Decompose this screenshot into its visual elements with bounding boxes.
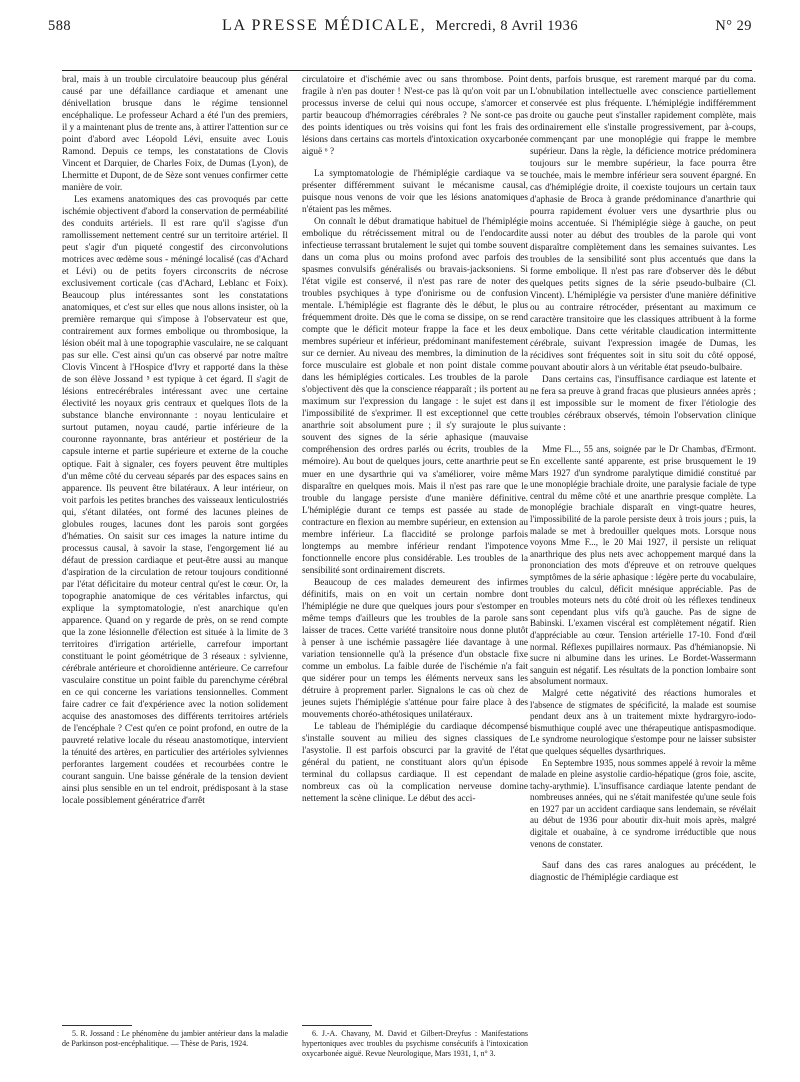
footnote-text: 5. R. Jossand : Le phénomène du jambier antérieur dans la maladie de Parkinson post-encéphalitique. — Thèse de Paris, 1924. xyxy=(62,1029,288,1048)
paragraph: La symptomatologie de l'hémiplégie cardiaque va se présenter différemment suivant le mécanisme causal, puisque nous venons de voir que les lésions anatomiques n'étaient pas les mêmes. xyxy=(302,169,528,216)
footnote-rule xyxy=(62,1025,132,1026)
footnote-rule xyxy=(302,1025,372,1026)
issue-date: Mercredi, 8 Avril 1936 xyxy=(435,18,579,34)
text-column-1 xyxy=(62,74,288,807)
paragraph: Sauf dans des cas rares analogues au précédent, le diagnostic de l'hémiplégie cardiaque est xyxy=(530,861,756,884)
paragraph: Beaucoup de ces malades demeurent des infirmes définitifs, mais on en voit un certain nombre dont l'hémiplégie ne dure que quelques jours pour s'estomper en même temps d'ailleurs que les troubles de la parole sans laisser de traces. Cette variété transitoire nous donne plutôt à penser à une ischémie passagère liée davantage à une variation tensionnelle qu'à la présence d'un obstacle fixe comme un embolus. La faible durée de l'ischémie n'a fait que sidérer pour un temps les éléments nerveux sans les détruire à proprement parler. Signalons le cas où chez de jeunes sujets l'hémiplégie s'atténue pour faire place à des mouvements choréo-athétosiques unilatéraux. xyxy=(302,577,528,720)
journal-name: LA PRESSE MÉDICALE, xyxy=(221,17,427,34)
case-report: Mme Fl..., 55 ans, soignée par le Dr Chambas, d'Ermont. En excellente santé apparente, est prise brusquement le 19 Mars 1927 d'un syndrome paralytique dimidié constitué par une monoplégie brachiale droite, une paralysie faciale de type central du même côté et une anarthrie presque complète. La monoplégie brachiale disparaît en vingt-quatre heures, l'impossibilité de la parole persiste deux à trois jours ; puis, la malade se met à bredouiller quelques mots. Lorsque nous voyons Mme F..., le 20 Mai 1927, il persiste un reliquat anarthrique des plus nets avec achoppement marqué dans la prononciation des mots d'épreuve et on retrouve quelques symptômes de la série aphasique : légère perte du vocabulaire, troubles du calcul, déficit mnésique appréciable. Pas de troubles moteurs nets du côté droit où les réflexes tendineux sont cependant plus vifs qu'à gauche. Pas de signe de Babinski. L'examen viscéral est complètement négatif. Rien d'appréciable au cœur. Tension artérielle 17-10. Fond d'œil normal. Réflexes pupillaires normaux. Pas d'hémianopsie. Ni sucre ni albumine dans les urines. Le Bordet-Wassermann sanguin est négatif. Les résultats de la ponction lombaire sont absolument normaux. xyxy=(530,444,756,687)
case-report: Malgré cette négativité des réactions humorales et l'absence de stigmates de spécificité, la malade est soumise pendant deux ans à un traitement mixte hydrargyro-iodo-bismuthique couplé avec une thérapeutique antispasmodique. Le syndrome neurologique s'estompe pour ne laisser subsister que quelques séquelles dysarthriques. xyxy=(530,687,756,756)
paragraph: bral, mais à un trouble circulatoire beaucoup plus général causé par une défaillance cardiaque et amenant une dénivellation brusque dans le régime tensionnel encéphalique. Le professeur Achard a été l'un des premiers, il y a maintenant plus de trente ans, à attirer l'attention sur ce point d'abord avec Léopold Lévi, ensuite avec Louis Ramond. Depuis ce temps, les constatations de Clovis Vincent et Darquier, de Charles Foix, de Dumas (Lyon), de Lhermitte et Dupont, de de Sèze sont venues confirmer cette manière de voir. xyxy=(62,75,289,194)
paragraph: dents, parfois brusque, est rarement marqué par du coma. L'obnubilation intellectuelle avec conscience partiellement conservée est plus fréquente. L'hémiplégie indifféremment droite ou gauche peut s'installer rapidement complète, mais ordinairement elle s'installe progressivement, par à-coups, commençant par une monoplégie qui frappe le membre supérieur. Dans la règle, la déficience motrice prédominera toujours sur le membre supérieur, la face pourra être touchée, mais le membre inférieur sera souvent épargné. En cas d'hémiplégie droite, il coexiste toujours un certain taux d'aphasie de Broca à grande prédominance d'anarthrie qui pourra rapidement évoluer vers une dysarthrie plus ou moins accentuée. Si l'hémiplégie siège à gauche, on peut aussi noter au début des troubles de la parole qui vont disparaître complètement dans les semaines suivantes. Les troubles de la sensibilité sont plus accentués que dans la forme embolique. Il n'est pas rare d'observer dès le début quelques petits signes de la série pseudo-bulbaire (Cl. Vincent). L'hémiplégie va persister d'une manière définitive ou au contraire rétrocéder, présentant au maximum ce caractère transitoire que les classiques attribuent à la forme embolique. Dans cette véritable claudication intermittente cérébrale, suivant l'expression imagée de Dumas, les récidives sont fréquentes soit in situ soit du côté opposé, pouvant aboutir alors à un véritable état pseudo-bulbaire. xyxy=(530,75,756,374)
page-number: 588 xyxy=(48,18,72,34)
paragraph: Les examens anatomiques des cas provoqués par cette ischémie objectivent d'abord la conservation de perméabilité des conduits artériels. Il est rare qu'il s'agisse d'un ramollissement nettement centré sur un territoire artériel. Il peut s'agir d'un piqueté congestif des circonvolutions motrices avec œdème sous - méningé localisé (cas d'Achard et Lévi) ou de petits foyers circonscrits de nécrose exclusivement corticale (cas d'Achard, Leblanc et Foix). Beaucoup plus intéressantes sont les constatations anatomiques, et c'est sur elles que nous allons insister, où la première remarque qui s'impose à l'observateur est que, contrairement aux formes embolique ou thrombosique, la lésion obéit mal à une topographie vasculaire, ne se calquant pas sur elle. C'est ainsi qu'un cas observé par notre maître Clovis Vincent à l'Hospice d'Ivry et rapporté dans la thèse de son élève Jossand ⁵ est typique à cet égard. Il s'agit de lésions entrecérébrales intéressant avec une certaine électivité les noyaux gris centraux et quelques îlots de la substance blanche environnante : noyau lenticulaire et surtout putamen, noyau caudé, partie inférieure de la couronne rayonnante, bras antérieur et postérieur de la capsule interne et partie supérieure et externe de la couche optique. Fait à signaler, ces foyers peuvent être multiples d'un même côté du cerveau séparés par des espaces sains en apparence. Ils peuvent être bilatéraux. A leur intérieur, on voit parfois les petites branches des vaisseaux lenticulostriés qui, s'étant dilatées, ont formé des lacunes pleines de globules rouges, lacunes dont les parois sont gorgées d'hématies. On saisit sur ces images la nature intime du processus causal, à savoir la stase, l'engorgement lié au défaut de pression cardiaque et peut-être aussi au manque d'aspiration de la circulation de retour toujours conditionné par l'état déficitaire du moteur central qu'est le cœur. Or, la topographie anatomique de ces véritables infarctus, qui explique la symptomatologie, n'est anarchique qu'en apparence. Quand on y regarde de près, on se rend compte que la zone lésionnelle d'élection est située à la limite de 3 territoires d'irrigation artérielle, carrefour important constituant le point géométrique de 3 réseaux : sylvienne, cérébrale antérieure et choroïdienne antérieure. Ce carrefour vasculaire constitue un point faible du parenchyme cérébral en ce qui concerne les variations tensionnelles. Comment faire cadrer ce fait d'expérience avec la notion solidement acquise des anastomoses des différents territoires artériels de l'encéphale ? C'est qu'en ce point profond, en outre de la pauvreté relative locale du réseau anastomotique, intervient la ténuité des artères, en particulier des artérioles sylviennes perforantes largement coudées et recourbées contre le courant sanguin. Une baisse générale de la tension devient ainsi plus sensible en un tel endroit, prédisposant à la stase locale possiblement génératrice d'arrêt xyxy=(62,195,288,806)
footnote-text: 6. J.-A. Chavany, M. David et Gilbert-Dreyfus : Manifestations hypertoniques avec troubles du psychisme consécutifs à l'intoxication oxycarbonée aiguë. Revue Neurologique, Mars 1931, 1, n° 3. xyxy=(302,1029,528,1058)
paragraph: Dans certains cas, l'insuffisance cardiaque est latente et ne fera sa preuve à grand fracas que plusieurs années après ; il est impossible sur le moment de fixer l'étiologie des troubles cérébraux observés, témoin l'observation clinique suivante : xyxy=(530,375,756,434)
paragraph: circulatoire et d'ischémie avec ou sans thrombose. Point fragile à n'en pas douter ! N'est-ce pas là qu'on voit par un processus inverse de celui qui nous occupe, s'amorcer et partir beaucoup d'hémorragies cérébrales ? Ne sont-ce pas des points identiques ou très voisins qui font les frais des lésions dans certains cas mortels d'intoxication oxycarbonée aiguë ⁶ ? xyxy=(302,75,528,158)
case-report: En Septembre 1935, nous sommes appelé à revoir la même malade en pleine asystolie cardio-hépatique (gros foie, ascite, tachy-arythmie). L'insuffisance cardiaque latente pendant de nombreuses années, qui ne s'était manifestée qu'une seule fois en 1927 par un accident cardiaque sans lendemain, se révélait au début de 1936 pour aboutir dix-huit mois après, malgré digitale et ouabaïne, à ce syndrome irréductible que nous venons de constater. xyxy=(530,757,756,849)
header-title xyxy=(48,17,752,35)
header-rule xyxy=(62,70,752,71)
paragraph: Le tableau de l'hémiplégie du cardiaque décompensé s'installe souvent au milieu des signes classiques de l'asystolie. Il est parfois obscurci par la gravité de l'état général du patient, ne constituant alors qu'un épisode terminal du collapsus cardiaque. Il est cependant de nombreux cas où la complication nerveuse domine nettement la scène clinique. Le début des acci- xyxy=(302,721,528,804)
text-column-2 xyxy=(302,74,528,805)
running-header xyxy=(48,14,752,40)
paragraph: On connaît le début dramatique habituel de l'hémiplégie embolique du rétrécissement mitral ou de l'endocardite infectieuse terrassant brutalement le sujet qui tombe souvent dans un coma plus ou moins profond avec parfois des spasmes convulsifs généralisés ou bravais-jacksoniens. Si l'état vigile est conservé, il n'est pas rare de noter des troubles psychiques à type d'onirisme ou de confusion mentale. L'hémiplégie est flagrante dès le début, le plus fréquemment droite. Dès que le coma se dissipe, on se rend compte que le déficit moteur frappe la face et les deux membres supérieur et inférieur, prédominant manifestement sur ce dernier. Au niveau des membres, la diminution de la force musculaire est globale et non point distale comme dans les hémiplégies corticales. Les troubles de la parole s'objectivent dès que la conscience réapparaît ; ils portent au maximum sur l'expression du langage : le sujet est dans l'impossibilité de s'exprimer. Il est exceptionnel que cette anarthrie soit absolument pure ; il s'y surajoute le plus souvent des signes de la série aphasique (mauvaise compréhension des ordres parlés ou écrits, troubles de la mémoire). Au bout de quelques jours, cette anarthrie peut se muer en une dysarthrie qui va s'améliorer, voire même disparaître en quelques mois. Mais il n'est pas rare que le trouble du langage persiste d'une manière définitive. L'hémiplégie durant ce temps est passée au stade de contracture en flexion au membre supérieur, en extension au membre inférieur. La flaccidité se prolonge parfois longtemps au membre inférieur rendant l'impotence fonctionnelle encore plus considérable. Les troubles de la sensibilité sont ordinairement discrets. xyxy=(302,217,528,576)
footnote-6 xyxy=(302,1029,528,1059)
footnote-5 xyxy=(62,1029,288,1049)
text-column-3 xyxy=(530,74,756,884)
issue-number: N° 29 xyxy=(715,18,752,34)
